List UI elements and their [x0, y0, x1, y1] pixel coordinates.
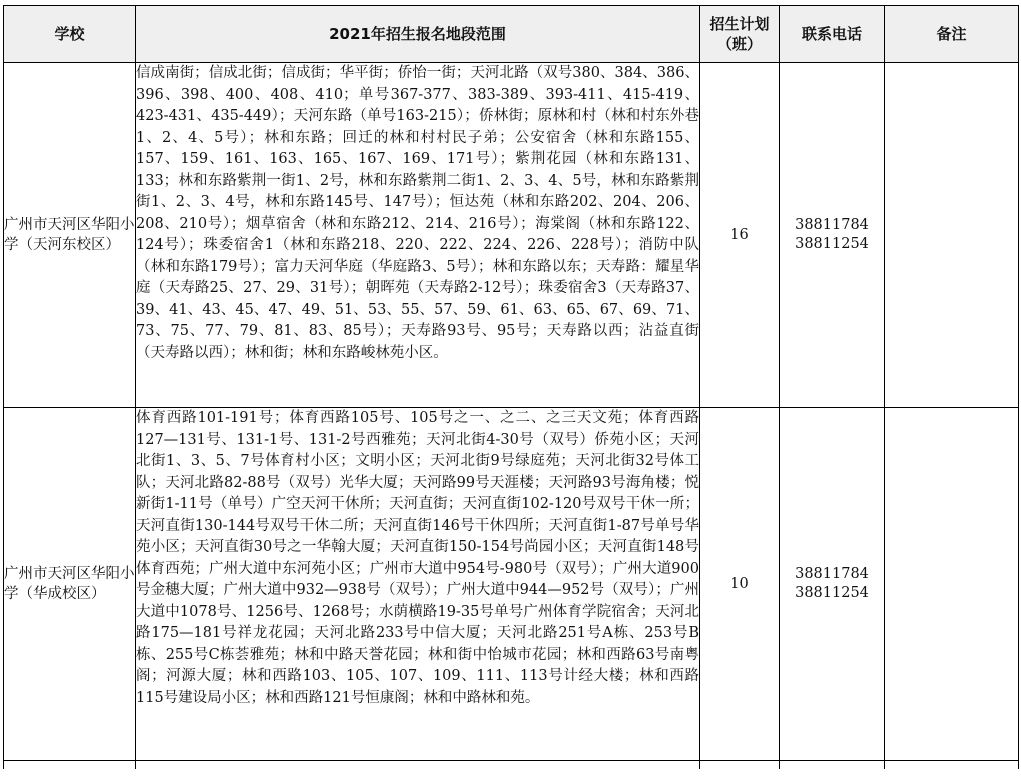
contact-phone: [780, 63, 885, 408]
contact-phone: [780, 408, 885, 761]
class-plan: 10: [700, 408, 780, 761]
enrollment-range: 体育西路101-191号；体育西路105号、105号之一、之二、之三天文苑；体育西路127—131号、131-1号、131-2号西雅苑；天河北街4-30号（双号）侨苑小区；天河北街1、3、5、7号体育村小区；文明小区；天河北街9号绿庭苑；天河北街32号体工队；天河北路82-88号（双号）光华大厦；天河路99号天涯楼；天河路93号海角楼；悦新街1-11号（单号）广空天河干休所；天河直街；天河直街102-120号双号干休一所；天河直街130-144号双号干休二所；天河直街146号干休四所；天河直街1-87号单号华苑小区；天河直街30号之一华翰大厦；天河直街150-154号尚园小区；天河直街148号体育西苑；广州大道中东河苑小区；广州市大道中954号-980号（双号）；广州大道900号金穗大厦；广州大道中932—938号（双号）；广州大道中944—952号（双号）；广州大道中1078号、1256号、1268号；水荫横路19-35号单号广州体育学院宿舍；天河北路175—181号祥龙花园；天河北路233号中信大厦；天河北路251号A栋、253号B栋、255号C栋荟雅苑；林和中路天誉花园；林和街中怡城市花园；林和西路63号南粤阁；河源大厦；林和西路103、105、107、109、111、113号计经大楼；林和西路115号建设局小区；林和西路121号恒康阁；林和中路林和苑。: [136, 408, 700, 761]
phone-number: 38811254: [795, 236, 869, 252]
table-row: [4, 63, 1019, 408]
header-plan-line2: （班）: [716, 35, 762, 53]
header-note: 备注: [885, 6, 1019, 63]
phone-number: 38811784: [795, 217, 869, 233]
table-row: [4, 408, 1019, 761]
note-cell: [885, 408, 1019, 761]
empty-cell: [780, 761, 885, 770]
class-plan: 16: [700, 63, 780, 408]
empty-cell: [700, 761, 780, 770]
empty-cell: [136, 761, 700, 770]
enrollment-range: 信成南街；信成北街；信成街；华平街；侨怡一街；天河北路（双号380、384、386、396、398、400、408、410；单号367-377、383-389、393-411、415-419、423-431、435-449）；天河东路（单号163-215）；侨林街；原林和村（林和村东外巷1、2、4、5号）；林和东路；回迁的林和村村民子弟；公安宿舍（林和东路155、157、159、161、163、165、167、169、171号）；紫荆花园（林和东路131、133；林和东路紫荆一街1、2号，林和东路紫荆二街1、2、3、4、5号，林和东路紫荆街1、2、3、4号，林和东路145号、147号）；恒达苑（林和东路202、204、206、208、210号）；烟草宿舍（林和东路212、214、216号）；海棠阁（林和东路122、124号）；珠委宿舍1（林和东路218、220、222、224、226、228号）；消防中队（林和东路179号）；富力天河华庭（华庭路3、5号）；林和东路以东；天寿路：耀星华庭（天寿路25、27、29、31号）；朝晖苑（天寿路2-12号）；珠委宿舍3（天寿路37、39、41、43、45、47、49、51、53、55、57、59、61、63、65、67、69、71、73、75、77、79、81、83、85号）；天寿路93号、95号；天寿路以西；沾益直街（天寿路以西）；林和街；林和东路峻林苑小区。: [136, 63, 700, 408]
header-row: [4, 6, 1019, 63]
empty-cell: [885, 761, 1019, 770]
header-range: 2021年招生报名地段范围: [136, 6, 700, 63]
header-phone: 联系电话: [780, 6, 885, 63]
table-row-continued: [4, 761, 1019, 770]
enrollment-table: [3, 5, 1019, 769]
phone-number: 38811784: [795, 566, 869, 582]
header-plan-line1: 招生计划: [709, 15, 770, 33]
header-school: 学校: [4, 6, 136, 63]
school-name: 广州市天河区华阳小学（天河东校区）: [4, 63, 136, 408]
header-plan: [700, 6, 780, 63]
school-name: 广州市天河区华阳小学（华成校区）: [4, 408, 136, 761]
empty-cell: [4, 761, 136, 770]
phone-number: 38811254: [795, 585, 869, 601]
note-cell: [885, 63, 1019, 408]
